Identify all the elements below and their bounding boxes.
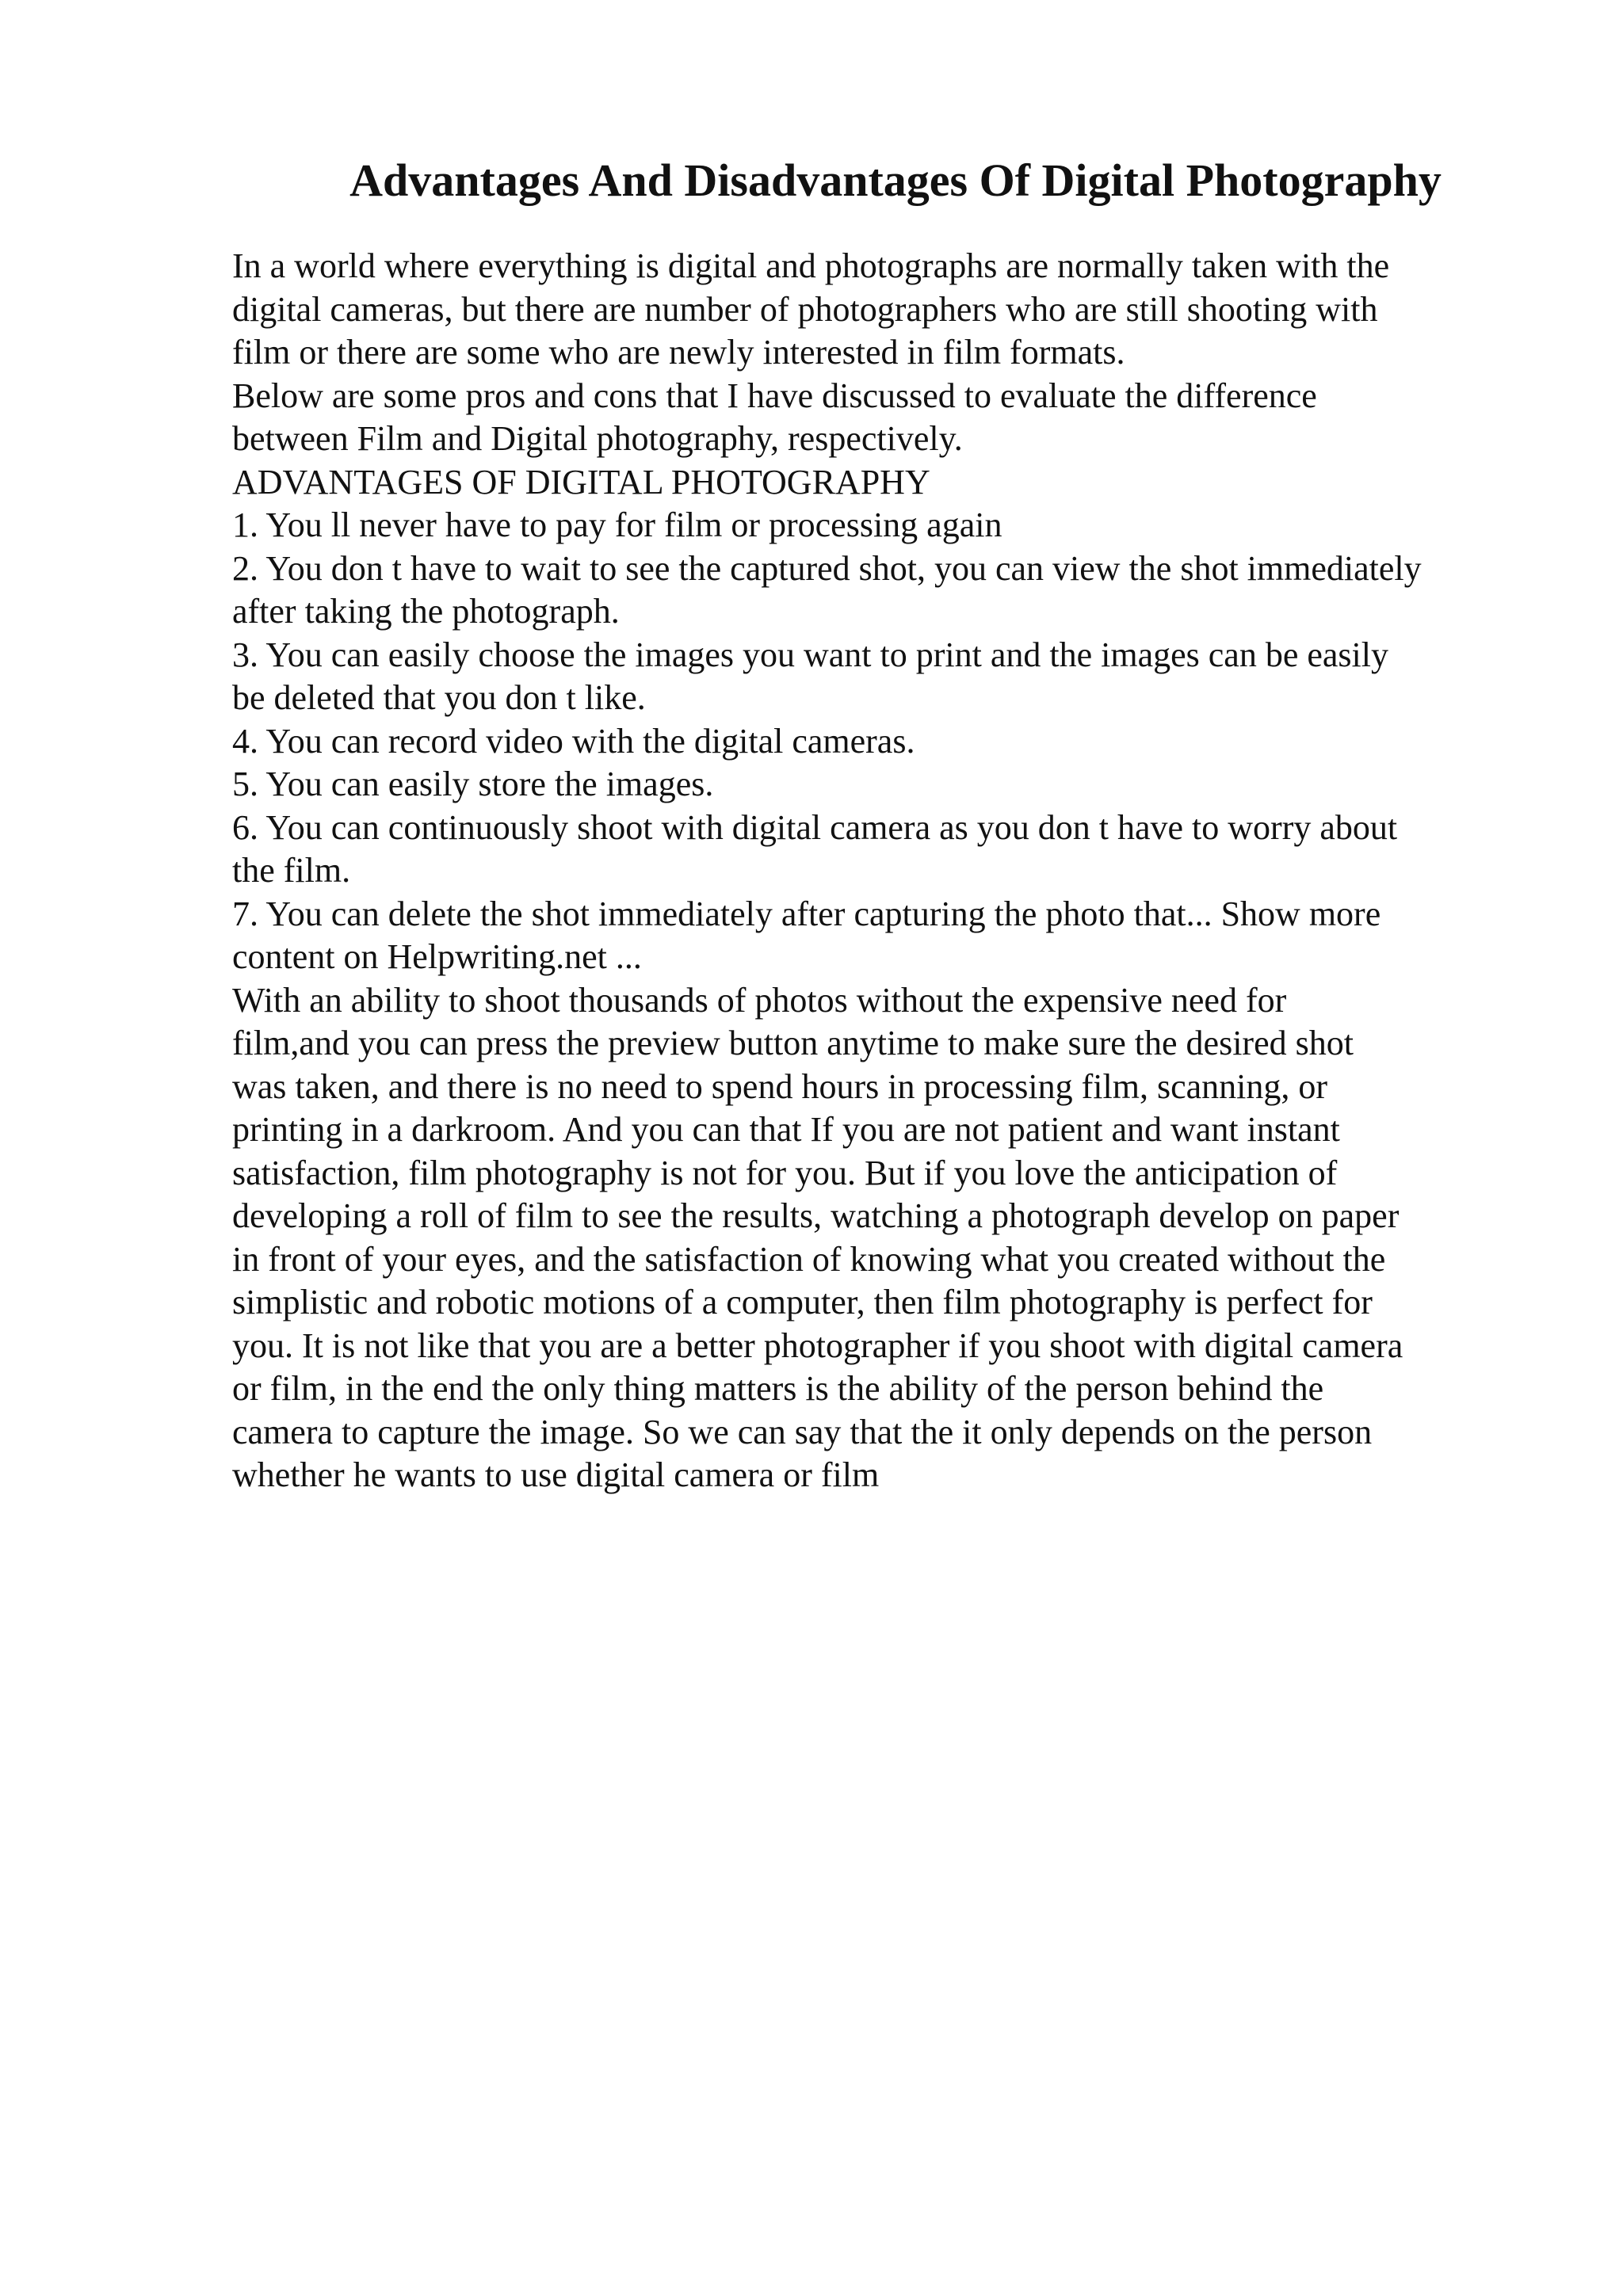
list-item-6: 6. You can continuously shoot with digital camera as you don t have to worry about: [232, 807, 1398, 847]
list-item-3: 3. You can easily choose the images you want to print and the images can be easily: [232, 635, 1388, 674]
intro-line-5: between Film and Digital photography, respectively.: [232, 419, 963, 458]
intro-line-1: In a world where everything is digital and photographs are normally taken with the: [232, 246, 1390, 285]
closing-line-5: satisfaction, film photography is not for you. But if you love the anticipation of: [232, 1153, 1338, 1192]
list-item-6-cont: the film.: [232, 851, 351, 890]
list-item-4: 4. You can record video with the digital cameras.: [232, 721, 915, 761]
intro-line-4: Below are some pros and cons that I have discussed to evaluate the difference: [232, 376, 1317, 415]
intro-line-2: digital cameras, but there are number of photographers who are still shooting with: [232, 289, 1378, 329]
closing-line-10: or film, in the end the only thing matters is the ability of the person behind the: [232, 1369, 1324, 1408]
closing-line-4: printing in a darkroom. And you can that If you are not patient and want instant: [232, 1110, 1340, 1149]
list-item-2-cont: after taking the photograph.: [232, 592, 620, 631]
list-item-5: 5. You can easily store the images.: [232, 765, 714, 803]
list-item-7-cont: content on Helpwriting.net ...: [232, 937, 642, 976]
list-item-1: 1. You ll never have to pay for film or processing again: [232, 505, 1002, 544]
closing-line-8: simplistic and robotic motions of a computer, then film photography is perfect for: [232, 1283, 1373, 1322]
list-item-7: 7. You can delete the shot immediately after capturing the photo that... Show more: [232, 894, 1381, 933]
list-item-2: 2. You don t have to wait to see the captured shot, you can view the shot immediately: [232, 548, 1422, 588]
closing-line-3: was taken, and there is no need to spend hours in processing film, scanning, or: [232, 1066, 1328, 1106]
closing-line-1: With an ability to shoot thousands of photos without the expensive need for: [232, 980, 1287, 1020]
closing-line-6: developing a roll of film to see the results, watching a photograph develop on paper: [232, 1196, 1400, 1235]
section-heading-advantages: ADVANTAGES OF DIGITAL PHOTOGRAPHY: [232, 462, 930, 502]
document-body: [232, 245, 1548, 1497]
list-item-3-cont: be deleted that you don t like.: [232, 678, 646, 717]
closing-line-7: in front of your eyes, and the satisfaction of knowing what you created without the: [232, 1239, 1386, 1279]
closing-line-9: you. It is not like that you are a better photographer if you shoot with digital camera: [232, 1325, 1403, 1365]
closing-line-2: film,and you can press the preview button anytime to make sure the desired shot: [232, 1024, 1354, 1062]
document-title: Advantages And Disadvantages Of Digital Photography: [349, 154, 1442, 206]
intro-line-3: film or there are some who are newly interested in film formats.: [232, 333, 1125, 372]
closing-line-12: whether he wants to use digital camera or film: [232, 1455, 880, 1494]
closing-line-11: camera to capture the image. So we can say that the it only depends on the person: [232, 1412, 1373, 1451]
